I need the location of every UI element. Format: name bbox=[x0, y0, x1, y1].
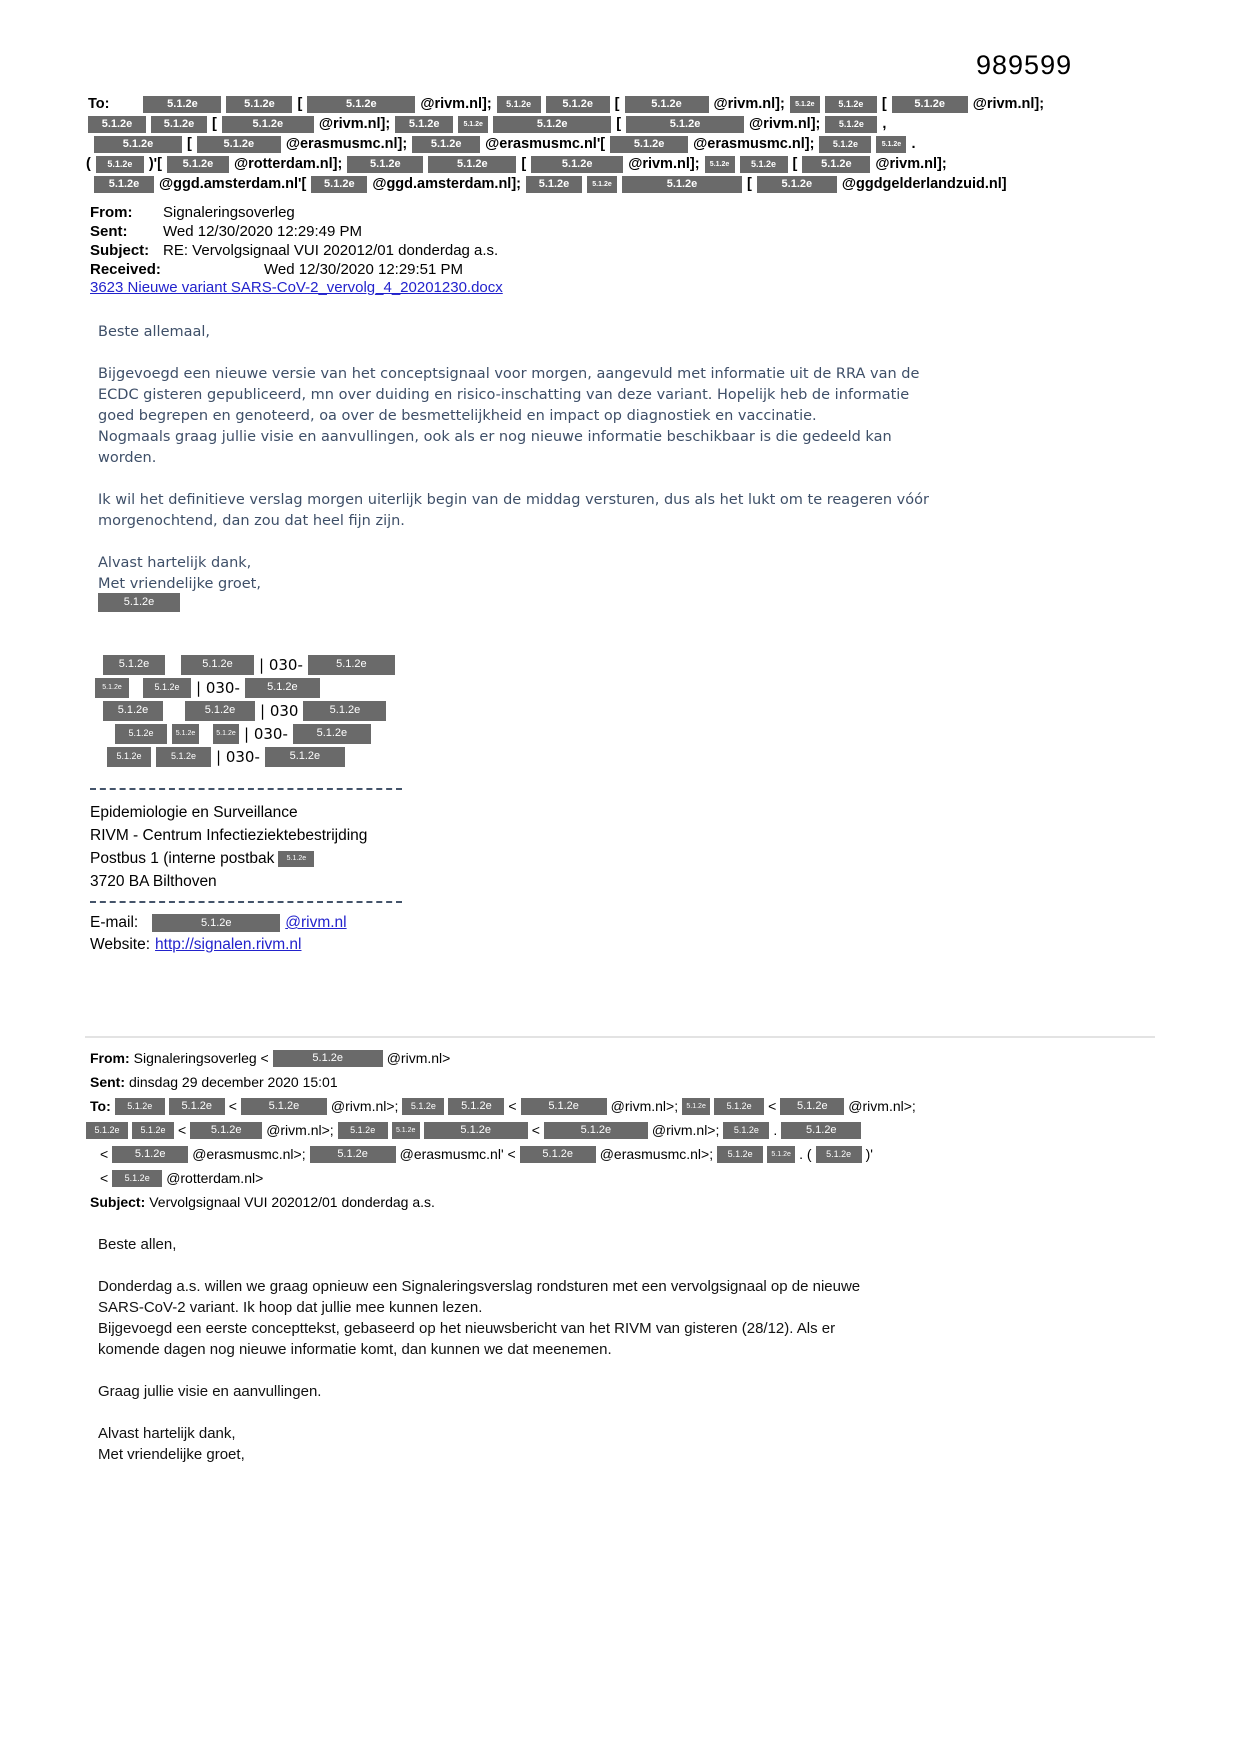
redaction-chip: 5.1.2e bbox=[546, 96, 610, 113]
redaction-chip: 5.1.2e bbox=[169, 1098, 225, 1115]
redaction-chip: 5.1.2e bbox=[167, 156, 229, 173]
redaction-chip: 5.1.2e bbox=[94, 176, 154, 193]
received-value: Wed 12/30/2020 12:29:51 PM bbox=[264, 261, 464, 278]
redaction-chip: 5.1.2e bbox=[265, 747, 345, 767]
body-line: Met vriendelijke groet, bbox=[98, 576, 261, 592]
redaction-chip: 5.1.2e bbox=[151, 116, 207, 133]
redaction-chip: 5.1.2e bbox=[226, 96, 292, 113]
email1-contact-links bbox=[90, 912, 590, 956]
body-line: Graag jullie visie en aanvullingen. bbox=[98, 1383, 322, 1400]
body-line: Beste allen, bbox=[98, 1236, 177, 1253]
redaction-chip: 5.1.2e bbox=[293, 724, 371, 744]
token-line bbox=[90, 1094, 1200, 1118]
body-line: Bijgevoegd een eerste concepttekst, gebaseerd op het nieuwsbericht van het RIVM van gisteren (28/12). Als er bbox=[98, 1320, 836, 1337]
redaction-chip: 5.1.2e bbox=[181, 655, 254, 675]
body-line: Met vriendelijke groet, bbox=[98, 1446, 245, 1463]
text-fragment: , bbox=[882, 116, 887, 132]
document-number: 989599 bbox=[976, 50, 1073, 80]
redaction-chip: 5.1.2e bbox=[308, 655, 395, 675]
text-fragment: @erasmusmc.nl>; bbox=[192, 1146, 306, 1162]
body-line: Alvast hartelijk dank, bbox=[98, 1425, 236, 1442]
text-fragment: @rivm.nl]; bbox=[318, 116, 391, 132]
redaction-chip: 5.1.2e bbox=[307, 96, 415, 113]
text-fragment: @rivm.nl]; bbox=[420, 96, 492, 112]
text-fragment: @rivm.nl]; bbox=[972, 96, 1045, 112]
token-line bbox=[90, 847, 590, 870]
inline-link[interactable]: @rivm.nl bbox=[285, 914, 347, 931]
text-fragment: Postbus 1 (interne postbak bbox=[90, 849, 275, 867]
redaction-chip: 5.1.2e bbox=[94, 136, 182, 153]
from-label: From: bbox=[90, 204, 133, 221]
text-fragment: @erasmusmc.nl' < bbox=[399, 1146, 516, 1162]
redaction-chip: 5.1.2e bbox=[112, 1146, 188, 1163]
redaction-chip: 5.1.2e bbox=[825, 96, 877, 113]
text-fragment: RIVM - Centrum Infectieziektebestrijding bbox=[90, 826, 368, 844]
text-fragment: E-mail: bbox=[90, 914, 139, 931]
text-fragment: | 030- bbox=[244, 724, 288, 743]
received-label: Received: bbox=[90, 261, 161, 278]
redaction-chip: 5.1.2e bbox=[338, 1122, 388, 1139]
redaction-chip: 5.1.2e bbox=[587, 176, 617, 193]
redaction-chip: 5.1.2e bbox=[781, 1122, 861, 1139]
attachment-line bbox=[90, 279, 503, 296]
redaction-chip: 5.1.2e bbox=[682, 1098, 710, 1115]
redaction-chip: 5.1.2e bbox=[95, 678, 129, 698]
text-fragment: < bbox=[531, 1122, 540, 1138]
redaction-chip: 5.1.2e bbox=[626, 116, 744, 133]
body-line bbox=[98, 532, 1158, 553]
token-line bbox=[90, 1190, 1200, 1214]
redaction-chip: 5.1.2e bbox=[526, 176, 582, 193]
header-label: To: bbox=[90, 1098, 111, 1114]
text-fragment: . bbox=[773, 1122, 778, 1138]
redaction-chip: 5.1.2e bbox=[115, 1098, 165, 1115]
text-fragment: | 030- bbox=[259, 655, 303, 674]
redaction-chip: 5.1.2e bbox=[819, 136, 871, 153]
token-line bbox=[100, 1166, 1200, 1190]
text-fragment: < bbox=[768, 1098, 777, 1114]
email1-to-field bbox=[88, 94, 1168, 194]
redaction-chip: 5.1.2e bbox=[531, 156, 623, 173]
token-line bbox=[103, 699, 595, 722]
redaction-chip: 5.1.2e bbox=[428, 156, 516, 173]
token-line bbox=[90, 870, 590, 893]
text-fragment: [ bbox=[792, 156, 798, 172]
email1-signature-name bbox=[98, 592, 180, 612]
body-line: komende dagen nog nieuwe informatie komt, dan kunnen we dat meenemen. bbox=[98, 1341, 612, 1358]
text-fragment: 3720 BA Bilthoven bbox=[90, 872, 217, 890]
header-label: To: bbox=[88, 96, 110, 112]
redaction-chip: 5.1.2e bbox=[310, 1146, 396, 1163]
email1-phone-list bbox=[95, 653, 595, 768]
email1-headers bbox=[90, 203, 990, 279]
header-label: Subject: bbox=[90, 1194, 146, 1210]
body-line: SARS-CoV-2 variant. Ik hoop dat jullie mee kunnen lezen. bbox=[98, 1299, 483, 1316]
body-line: worden. bbox=[98, 450, 157, 466]
email2-headers bbox=[90, 1046, 1200, 1214]
redaction-chip: 5.1.2e bbox=[143, 678, 191, 698]
text-fragment: Signaleringsoverleg < bbox=[133, 1050, 269, 1066]
text-fragment: [ bbox=[881, 96, 887, 112]
token-line bbox=[103, 653, 595, 676]
from-value: Signaleringsoverleg bbox=[163, 204, 295, 221]
text-fragment: < bbox=[228, 1098, 237, 1114]
email1-sent-row bbox=[90, 222, 990, 241]
redaction-chip: 5.1.2e bbox=[424, 1122, 528, 1139]
body-line bbox=[98, 1255, 1188, 1276]
text-fragment: [ bbox=[521, 156, 527, 172]
body-line bbox=[98, 469, 1158, 490]
text-fragment: @erasmusmc.nl'[ bbox=[485, 136, 606, 152]
text-fragment: @rivm.nl>; bbox=[610, 1098, 679, 1114]
redaction-chip: 5.1.2e bbox=[311, 176, 367, 193]
text-fragment: | 030- bbox=[216, 747, 260, 766]
redaction-chip: 5.1.2e bbox=[458, 116, 488, 133]
token-line bbox=[94, 174, 1168, 194]
redaction-chip: 5.1.2e bbox=[622, 176, 742, 193]
token-line bbox=[86, 154, 1168, 174]
body-line bbox=[98, 1360, 1188, 1381]
text-fragment: [ bbox=[614, 96, 620, 112]
text-fragment: @rivm.nl>; bbox=[651, 1122, 720, 1138]
text-fragment: [ bbox=[212, 116, 217, 132]
text-fragment: @rivm.nl> bbox=[386, 1050, 451, 1066]
redaction-chip: 5.1.2e bbox=[172, 724, 199, 744]
text-fragment: @rivm.nl>; bbox=[848, 1098, 916, 1114]
text-fragment: [ bbox=[187, 136, 192, 152]
text-fragment: @rivm.nl]; bbox=[749, 116, 821, 132]
body-line bbox=[98, 1402, 1188, 1423]
redaction-chip: 5.1.2e bbox=[717, 1146, 763, 1163]
token-line bbox=[88, 94, 1168, 114]
token-line bbox=[90, 801, 590, 824]
redaction-chip: 5.1.2e bbox=[402, 1098, 444, 1115]
redaction-chip: 5.1.2e bbox=[103, 655, 165, 675]
body-line: Bijgevoegd een nieuwe versie van het conceptsignaal voor morgen, aangevuld met informatie uit de RRA van de bbox=[98, 366, 920, 382]
body-line: Donderdag a.s. willen we graag opnieuw een Signaleringsverslag rondsturen met een vervolgsignaal op de nieuwe bbox=[98, 1278, 861, 1295]
token-line bbox=[90, 824, 590, 847]
redaction-chip: 5.1.2e bbox=[115, 724, 167, 744]
quoted-email-divider bbox=[85, 1036, 1155, 1038]
text-fragment: < bbox=[100, 1170, 109, 1186]
redaction-chip: 5.1.2e bbox=[392, 1122, 420, 1139]
email1-from-row bbox=[90, 203, 990, 222]
email1-body bbox=[98, 322, 1158, 595]
redaction-chip: 5.1.2e bbox=[107, 747, 151, 767]
redaction-chip: 5.1.2e bbox=[740, 156, 788, 173]
text-fragment: @rotterdam.nl> bbox=[166, 1170, 264, 1186]
redaction-chip: 5.1.2e bbox=[347, 156, 423, 173]
subject-value: RE: Vervolgsignaal VUI 202012/01 donderdag a.s. bbox=[163, 242, 499, 259]
redaction-chip: 5.1.2e bbox=[723, 1122, 769, 1139]
redaction-chip: 5.1.2e bbox=[493, 116, 611, 133]
redaction-chip: 5.1.2e bbox=[278, 851, 314, 867]
text-fragment: | 030 bbox=[260, 701, 299, 720]
text-fragment: @rivm.nl>; bbox=[330, 1098, 399, 1114]
redaction-chip: 5.1.2e bbox=[790, 96, 820, 113]
redaction-chip: 5.1.2e bbox=[521, 1098, 607, 1115]
text-fragment: [ bbox=[616, 116, 622, 132]
redaction-chip: 5.1.2e bbox=[825, 116, 877, 133]
signature-separator bbox=[90, 901, 402, 903]
text-fragment: < bbox=[508, 1098, 517, 1114]
text-fragment: )' bbox=[865, 1146, 873, 1162]
redaction-chip: 5.1.2e bbox=[245, 678, 320, 698]
token-line bbox=[94, 134, 1168, 154]
redaction-chip: 5.1.2e bbox=[544, 1122, 648, 1139]
redaction-chip: 5.1.2e bbox=[802, 156, 870, 173]
text-fragment: . bbox=[911, 136, 916, 152]
body-line: Beste allemaal, bbox=[98, 324, 211, 340]
email2-body bbox=[98, 1234, 1188, 1465]
redaction-chip: 5.1.2e bbox=[757, 176, 837, 193]
text-fragment: | 030- bbox=[196, 678, 240, 697]
redaction-chip: 5.1.2e bbox=[213, 724, 239, 744]
text-fragment: @rotterdam.nl]; bbox=[233, 156, 343, 172]
redaction-chip: 5.1.2e bbox=[714, 1098, 764, 1115]
token-line bbox=[90, 912, 590, 934]
text-fragment: Website: bbox=[90, 936, 151, 953]
text-fragment: [ bbox=[297, 96, 303, 112]
redaction-chip: 5.1.2e bbox=[86, 1122, 128, 1139]
token-line bbox=[107, 745, 595, 768]
redaction-chip: 5.1.2e bbox=[497, 96, 541, 113]
token-line bbox=[100, 1142, 1200, 1166]
header-label: From: bbox=[90, 1050, 130, 1066]
body-line: Alvast hartelijk dank, bbox=[98, 555, 252, 571]
text-fragment: . ( bbox=[799, 1146, 812, 1162]
redaction-chip: 5.1.2e bbox=[448, 1098, 504, 1115]
signature-separator bbox=[90, 788, 402, 790]
redaction-chip: 5.1.2e bbox=[520, 1146, 596, 1163]
token-line bbox=[90, 934, 590, 956]
body-line: goed begrepen en genoteerd, oa over de besmettelijkheid en impact op diagnostiek en vaccinatie. bbox=[98, 408, 817, 424]
redaction-chip: 5.1.2e bbox=[273, 1050, 383, 1067]
token-line bbox=[90, 1046, 1200, 1070]
text-fragment: [ bbox=[747, 176, 752, 192]
text-fragment: @erasmusmc.nl]; bbox=[693, 136, 815, 152]
text-fragment: @rivm.nl]; bbox=[875, 156, 947, 172]
redaction-chip: 5.1.2e bbox=[132, 1122, 174, 1139]
redaction-chip: 5.1.2e bbox=[197, 136, 281, 153]
text-fragment: ( bbox=[86, 156, 91, 172]
text-fragment: @ggdgelderlandzuid.nl] bbox=[841, 176, 1007, 192]
redaction-chip: 5.1.2e bbox=[625, 96, 709, 113]
email1-subject-row bbox=[90, 241, 990, 260]
body-line: Nogmaals graag jullie visie en aanvullingen, ook als er nog nieuwe informatie beschikbaar is die gedeeld kan bbox=[98, 429, 892, 445]
text-fragment: @rivm.nl>; bbox=[266, 1122, 334, 1138]
token-line bbox=[95, 676, 595, 699]
subject-label: Subject: bbox=[90, 242, 150, 259]
sent-label: Sent: bbox=[90, 223, 128, 240]
redaction-chip: 5.1.2e bbox=[876, 136, 906, 153]
email1-signature-block bbox=[90, 801, 590, 893]
text-fragment: Epidemiologie en Surveillance bbox=[90, 803, 298, 821]
token-line bbox=[86, 1118, 1200, 1142]
redaction-chip: 5.1.2e bbox=[156, 747, 211, 767]
redaction-chip: 5.1.2e bbox=[98, 593, 180, 612]
text-fragment: < bbox=[100, 1146, 109, 1162]
redaction-chip: 5.1.2e bbox=[222, 116, 314, 133]
attachment-link[interactable]: 3623 Nieuwe variant SARS-CoV-2_vervolg_4_20201230.docx bbox=[90, 279, 503, 296]
redaction-chip: 5.1.2e bbox=[103, 701, 163, 721]
text-fragment: )'[ bbox=[148, 156, 162, 172]
text-fragment: @rivm.nl]; bbox=[628, 156, 700, 172]
redaction-chip: 5.1.2e bbox=[705, 156, 735, 173]
redaction-chip: 5.1.2e bbox=[190, 1122, 262, 1139]
redaction-chip: 5.1.2e bbox=[395, 116, 453, 133]
text-fragment: dinsdag 29 december 2020 15:01 bbox=[129, 1074, 338, 1090]
redaction-chip: 5.1.2e bbox=[610, 136, 688, 153]
redaction-chip: 5.1.2e bbox=[143, 96, 221, 113]
token-line bbox=[88, 114, 1168, 134]
redaction-chip: 5.1.2e bbox=[767, 1146, 795, 1163]
redaction-chip: 5.1.2e bbox=[112, 1170, 162, 1187]
text-fragment: @ggd.amsterdam.nl]; bbox=[372, 176, 521, 192]
redaction-chip: 5.1.2e bbox=[816, 1146, 862, 1163]
redaction-chip: 5.1.2e bbox=[152, 914, 280, 932]
inline-link[interactable]: http://signalen.rivm.nl bbox=[155, 936, 302, 953]
text-fragment: Vervolgsignaal VUI 202012/01 donderdag a.s. bbox=[149, 1194, 435, 1210]
redaction-chip: 5.1.2e bbox=[88, 116, 146, 133]
header-label: Sent: bbox=[90, 1074, 125, 1090]
text-fragment: @ggd.amsterdam.nl'[ bbox=[159, 176, 307, 192]
body-line: Ik wil het definitieve verslag morgen uiterlijk begin van de middag versturen, dus als het lukt om te reageren vóór bbox=[98, 492, 929, 508]
redaction-chip: 5.1.2e bbox=[303, 701, 386, 721]
text-fragment: < bbox=[178, 1122, 187, 1138]
redaction-chip: 5.1.2e bbox=[96, 156, 144, 173]
sent-value: Wed 12/30/2020 12:29:49 PM bbox=[163, 223, 363, 240]
text-fragment: @erasmusmc.nl>; bbox=[599, 1146, 714, 1162]
body-line bbox=[98, 343, 1158, 364]
redaction-chip: 5.1.2e bbox=[185, 701, 255, 721]
token-line bbox=[115, 722, 595, 745]
redaction-chip: 5.1.2e bbox=[412, 136, 480, 153]
token-line bbox=[90, 1070, 1200, 1094]
text-fragment: @rivm.nl]; bbox=[713, 96, 785, 112]
text-fragment: @erasmusmc.nl]; bbox=[285, 136, 408, 152]
redaction-chip: 5.1.2e bbox=[780, 1098, 844, 1115]
body-line: morgenochtend, dan zou dat heel fijn zijn. bbox=[98, 513, 405, 529]
redaction-chip: 5.1.2e bbox=[241, 1098, 327, 1115]
body-line: ECDC gisteren gepubliceerd, mn over duiding en risico-inschatting van deze variant. Hopelijk heb de informatie bbox=[98, 387, 910, 403]
redaction-chip: 5.1.2e bbox=[892, 96, 968, 113]
email1-received-row bbox=[90, 260, 990, 279]
